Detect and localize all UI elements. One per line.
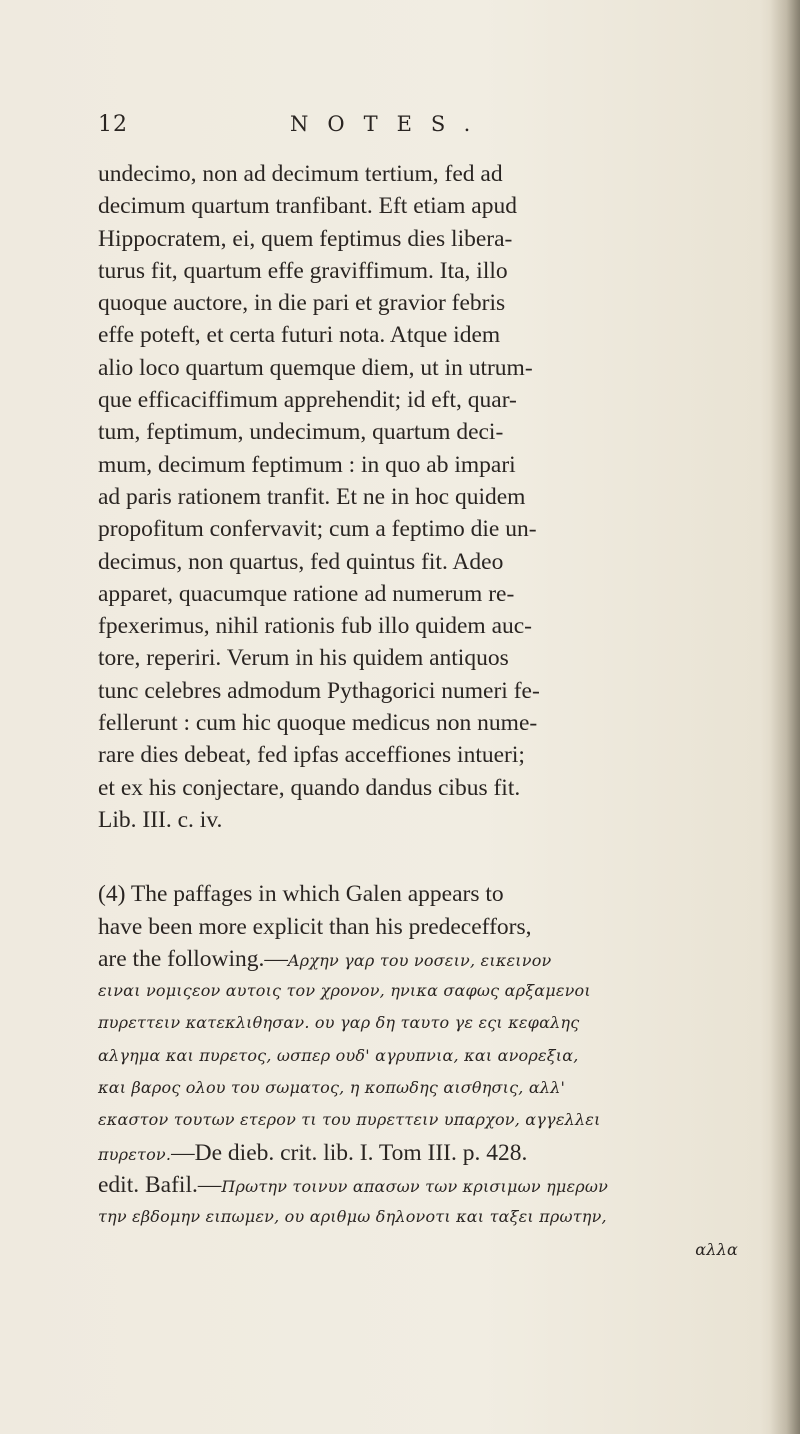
- text-line: propofitum confervavit; cum a feptimo die un-: [98, 516, 537, 543]
- citation: edit. Bafil.—: [98, 1171, 222, 1198]
- greek-line: αλγημα και πυρετος, ωσπερ ουδ' αγρυπνια, και ανορεξια,: [98, 1045, 579, 1065]
- greek-word: πυρετον.: [98, 1144, 172, 1164]
- running-head: NOTES.: [290, 112, 490, 136]
- greek-line: και βαρος ολου του σωματος, η κοπωδης αισθησις, αλλ': [98, 1078, 566, 1098]
- greek-line: ειναι νομιςεον αυτοις τον χρονον, ηνικα σαφως αρξαμενοι: [98, 981, 591, 1001]
- text-line: fellerunt : cum hic quoque medicus non nume-: [98, 710, 538, 737]
- page-gutter-shadow: [770, 0, 800, 1434]
- text-line: et ex his conjectare, quando dandus cibus fit.: [98, 774, 521, 801]
- citation: —De dieb. crit. lib. I. Tom III. p. 428.: [171, 1139, 528, 1166]
- text-line: effe poteft, et certa futuri nota. Atque idem: [98, 322, 501, 349]
- text-line: que efficaciffimum apprehendit; id eft, quar-: [98, 387, 517, 414]
- text-line: Lib. III. c. iv.: [98, 806, 223, 833]
- greek-line: πυρεττειν κατεκλιθησαν. ου γαρ δη ταυτο γε εςι κεφαλης: [98, 1013, 580, 1033]
- greek-quotation: Αρχην γαρ του νοσειν, εικεινον: [287, 950, 552, 970]
- footnote-line: [98, 943, 738, 975]
- text-line: decimum quartum tranfibant. Eft etiam apud: [98, 193, 517, 220]
- footnote-text: are the following.—: [98, 945, 288, 972]
- text-line: undecimo, non ad decimum tertium, fed ad: [98, 161, 503, 187]
- greek-line: εκαστον τουτων ετερον τι του πυρεττειν υπαρχον, αγγελλει: [98, 1110, 601, 1130]
- text-line: tum, feptimum, undecimum, quartum deci-: [98, 419, 504, 446]
- paragraph-gap: [98, 836, 738, 878]
- text-line: apparet, quacumque ratione ad numerum re-: [98, 580, 515, 607]
- greek-line: την εβδομην ειπωμεν, ου αριθμω δηλονοτι και ταξει πρωτην,: [98, 1207, 607, 1227]
- text-line: tore, reperiri. Verum in his quidem antiquos: [98, 645, 509, 672]
- text-line: alio loco quartum quemque diem, ut in utrum-: [98, 354, 533, 381]
- page-number: 12: [98, 112, 128, 137]
- footnote-line: [98, 1137, 738, 1169]
- text-line: tunc celebres admodum Pythagorici numeri fe-: [98, 677, 540, 704]
- text-line: ad paris rationem tranfit. Et ne in hoc quidem: [98, 483, 526, 510]
- text-line: turus fit, quartum effe graviffimum. Ita, illo: [98, 257, 508, 284]
- text-line: mum, decimum feptimum : in quo ab impari: [98, 451, 516, 478]
- text-line: rare dies debeat, fed ipfas acceffiones intueri;: [98, 742, 525, 769]
- text-line: decimus, non quartus, fed quintus fit. Adeo: [98, 548, 504, 575]
- text-line: Hippocratem, ei, quem feptimus dies libera-: [98, 225, 513, 252]
- text-line: quoque auctore, in die pari et gravior febris: [98, 290, 506, 317]
- footnote-line: have been more explicit than his predeceffors,: [98, 913, 532, 940]
- body-text: [98, 158, 738, 1266]
- footnote-line: [98, 1169, 738, 1201]
- footnote-line: (4) The paffages in which Galen appears to: [98, 881, 504, 908]
- text-line: fpexerimus, nihil rationis fub illo quidem auc-: [98, 613, 533, 640]
- catchword: αλλα: [695, 1239, 738, 1259]
- greek-quotation: Πρωτην τοινυν απασων των κρισιμων ημερων: [221, 1176, 609, 1196]
